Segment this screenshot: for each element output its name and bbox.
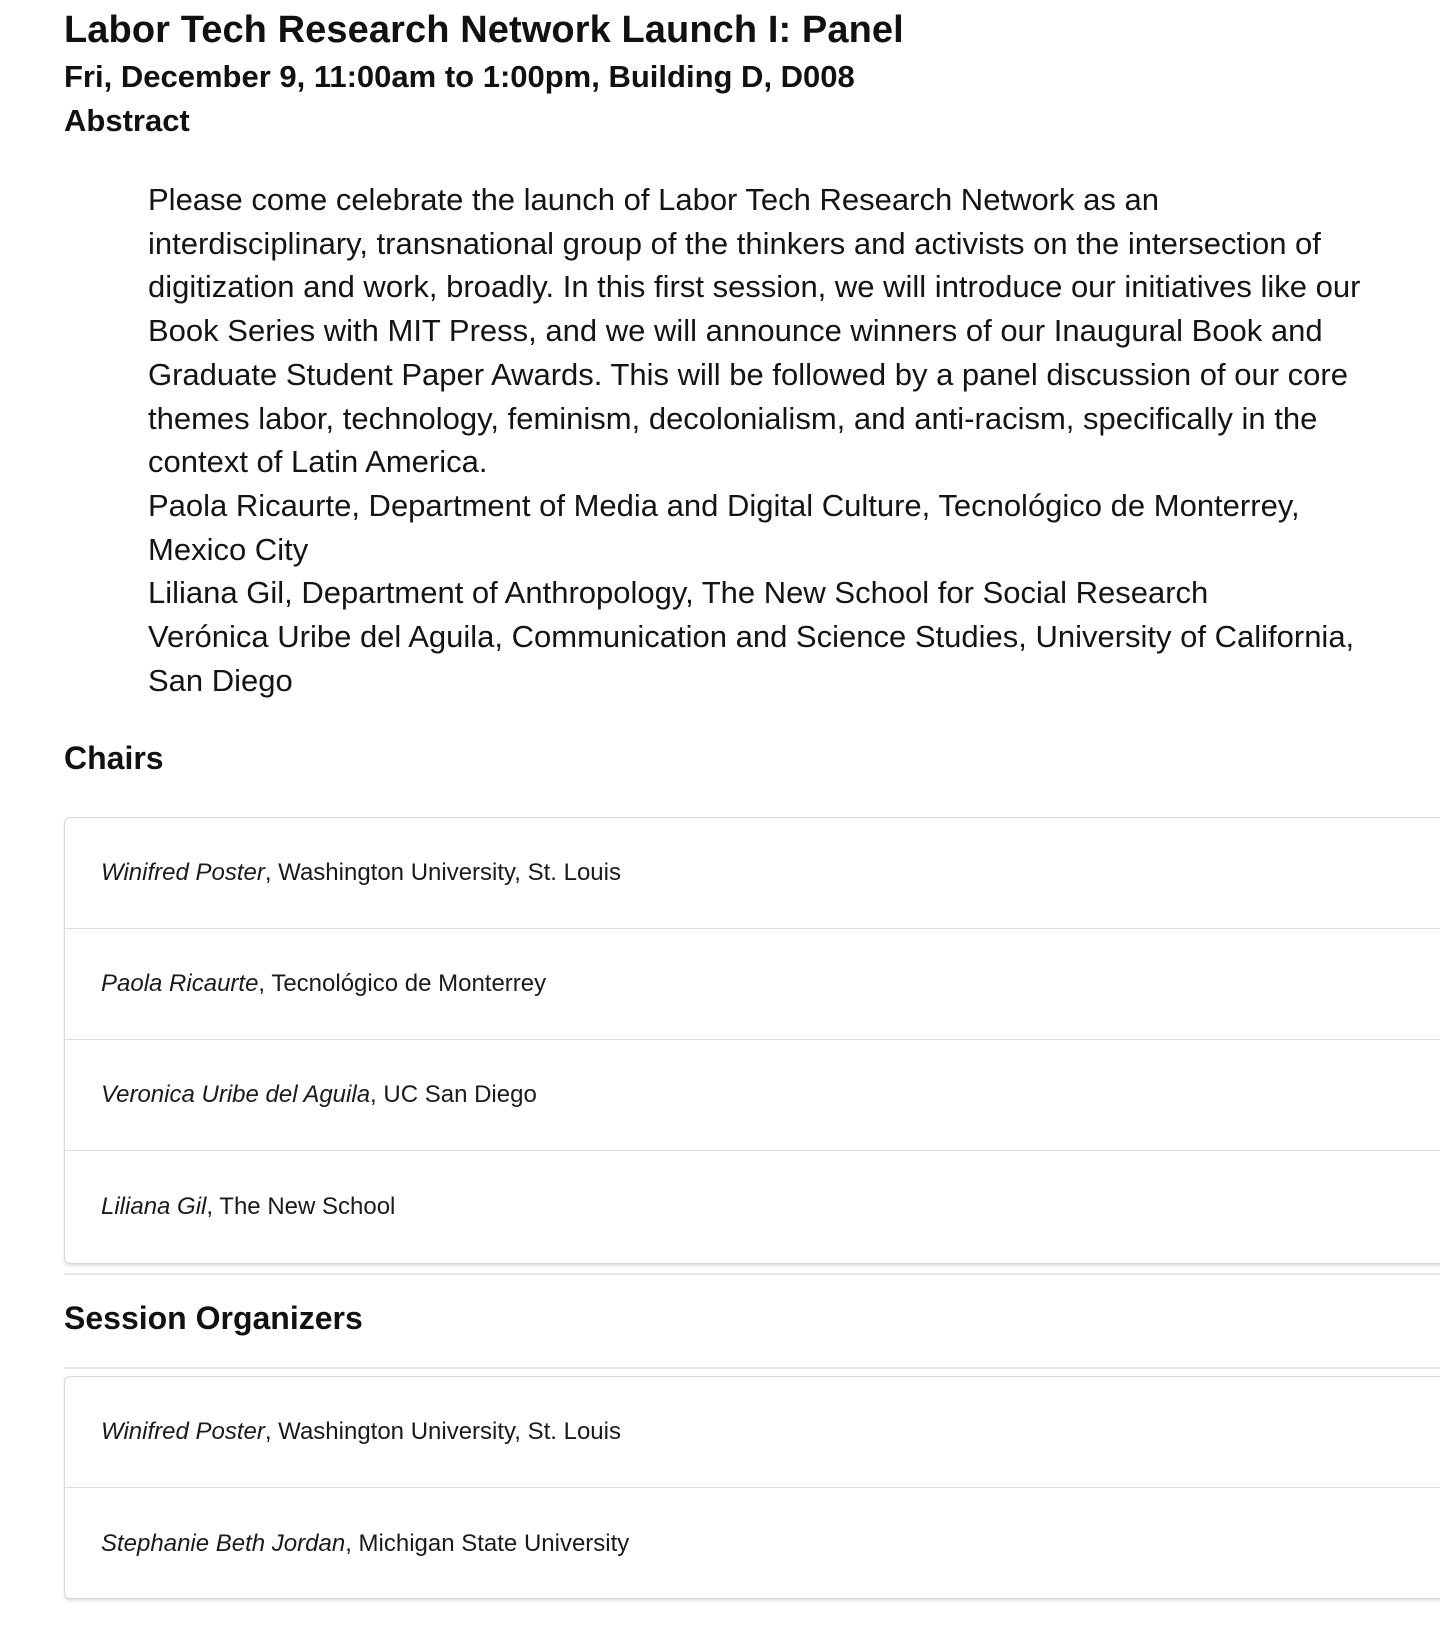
person-name[interactable]: Liliana Gil [101,1192,207,1220]
section-divider [64,1367,1440,1369]
person-name[interactable]: Paola Ricaurte [101,970,259,997]
person-name[interactable]: Winifred Poster [101,859,265,886]
person-affiliation: , The New School [206,1192,396,1220]
chairs-heading: Chairs [64,740,164,776]
abstract-participant-line: Verónica Uribe del Aguila, Communication and Science Studies, University of California, San Diego [148,619,1355,698]
person-affiliation: , UC San Diego [370,1081,537,1108]
list-item [65,929,1440,1040]
person-name[interactable]: Winifred Poster [101,1418,265,1445]
section-divider [64,1273,1440,1275]
person-affiliation: , Tecnológico de Monterrey [258,970,547,997]
session-organizers-heading: Session Organizers [64,1300,363,1336]
abstract-paragraph: Please come celebrate the launch of Labor Tech Research Network as an interdisciplinary, transnational group of the thinkers and activists on the intersection of digitization and work, broadly. In this first session, we will introduce our initiatives like our Book Series with MIT Press, and we will announce winners of our Inaugural Book and Graduate Student Paper Awards. This will be followed by a panel discussion of our core themes labor, technology, feminism, decolonialism, and anti-racism, specifically in the context of Latin America. [148,182,1361,480]
list-item [65,1488,1440,1599]
list-item [65,818,1440,929]
abstract-heading: Abstract [64,103,190,138]
session-date-time-location: Fri, December 9, 11:00am to 1:00pm, Building D, D008 [64,59,855,94]
person-name[interactable]: Veronica Uribe del Aguila [101,1081,371,1108]
list-item [65,1377,1440,1488]
chairs-list [64,817,1440,1264]
list-item [65,1040,1440,1151]
list-item [65,1151,1440,1262]
abstract-participant-line: Liliana Gil, Department of Anthropology, The New School for Social Research [148,575,1209,611]
person-name[interactable]: Stephanie Beth Jordan [101,1529,346,1557]
abstract-body [148,178,1373,702]
person-affiliation: , Michigan State University [345,1529,630,1557]
person-affiliation: , Washington University, St. Louis [264,859,621,886]
person-affiliation: , Washington University, St. Louis [264,1418,621,1445]
abstract-participant-line: Paola Ricaurte, Department of Media and Digital Culture, Tecnológico de Monterrey, Mexico City [148,487,1300,567]
session-organizers-list [64,1376,1440,1599]
session-title: Labor Tech Research Network Launch I: Panel [64,9,904,51]
